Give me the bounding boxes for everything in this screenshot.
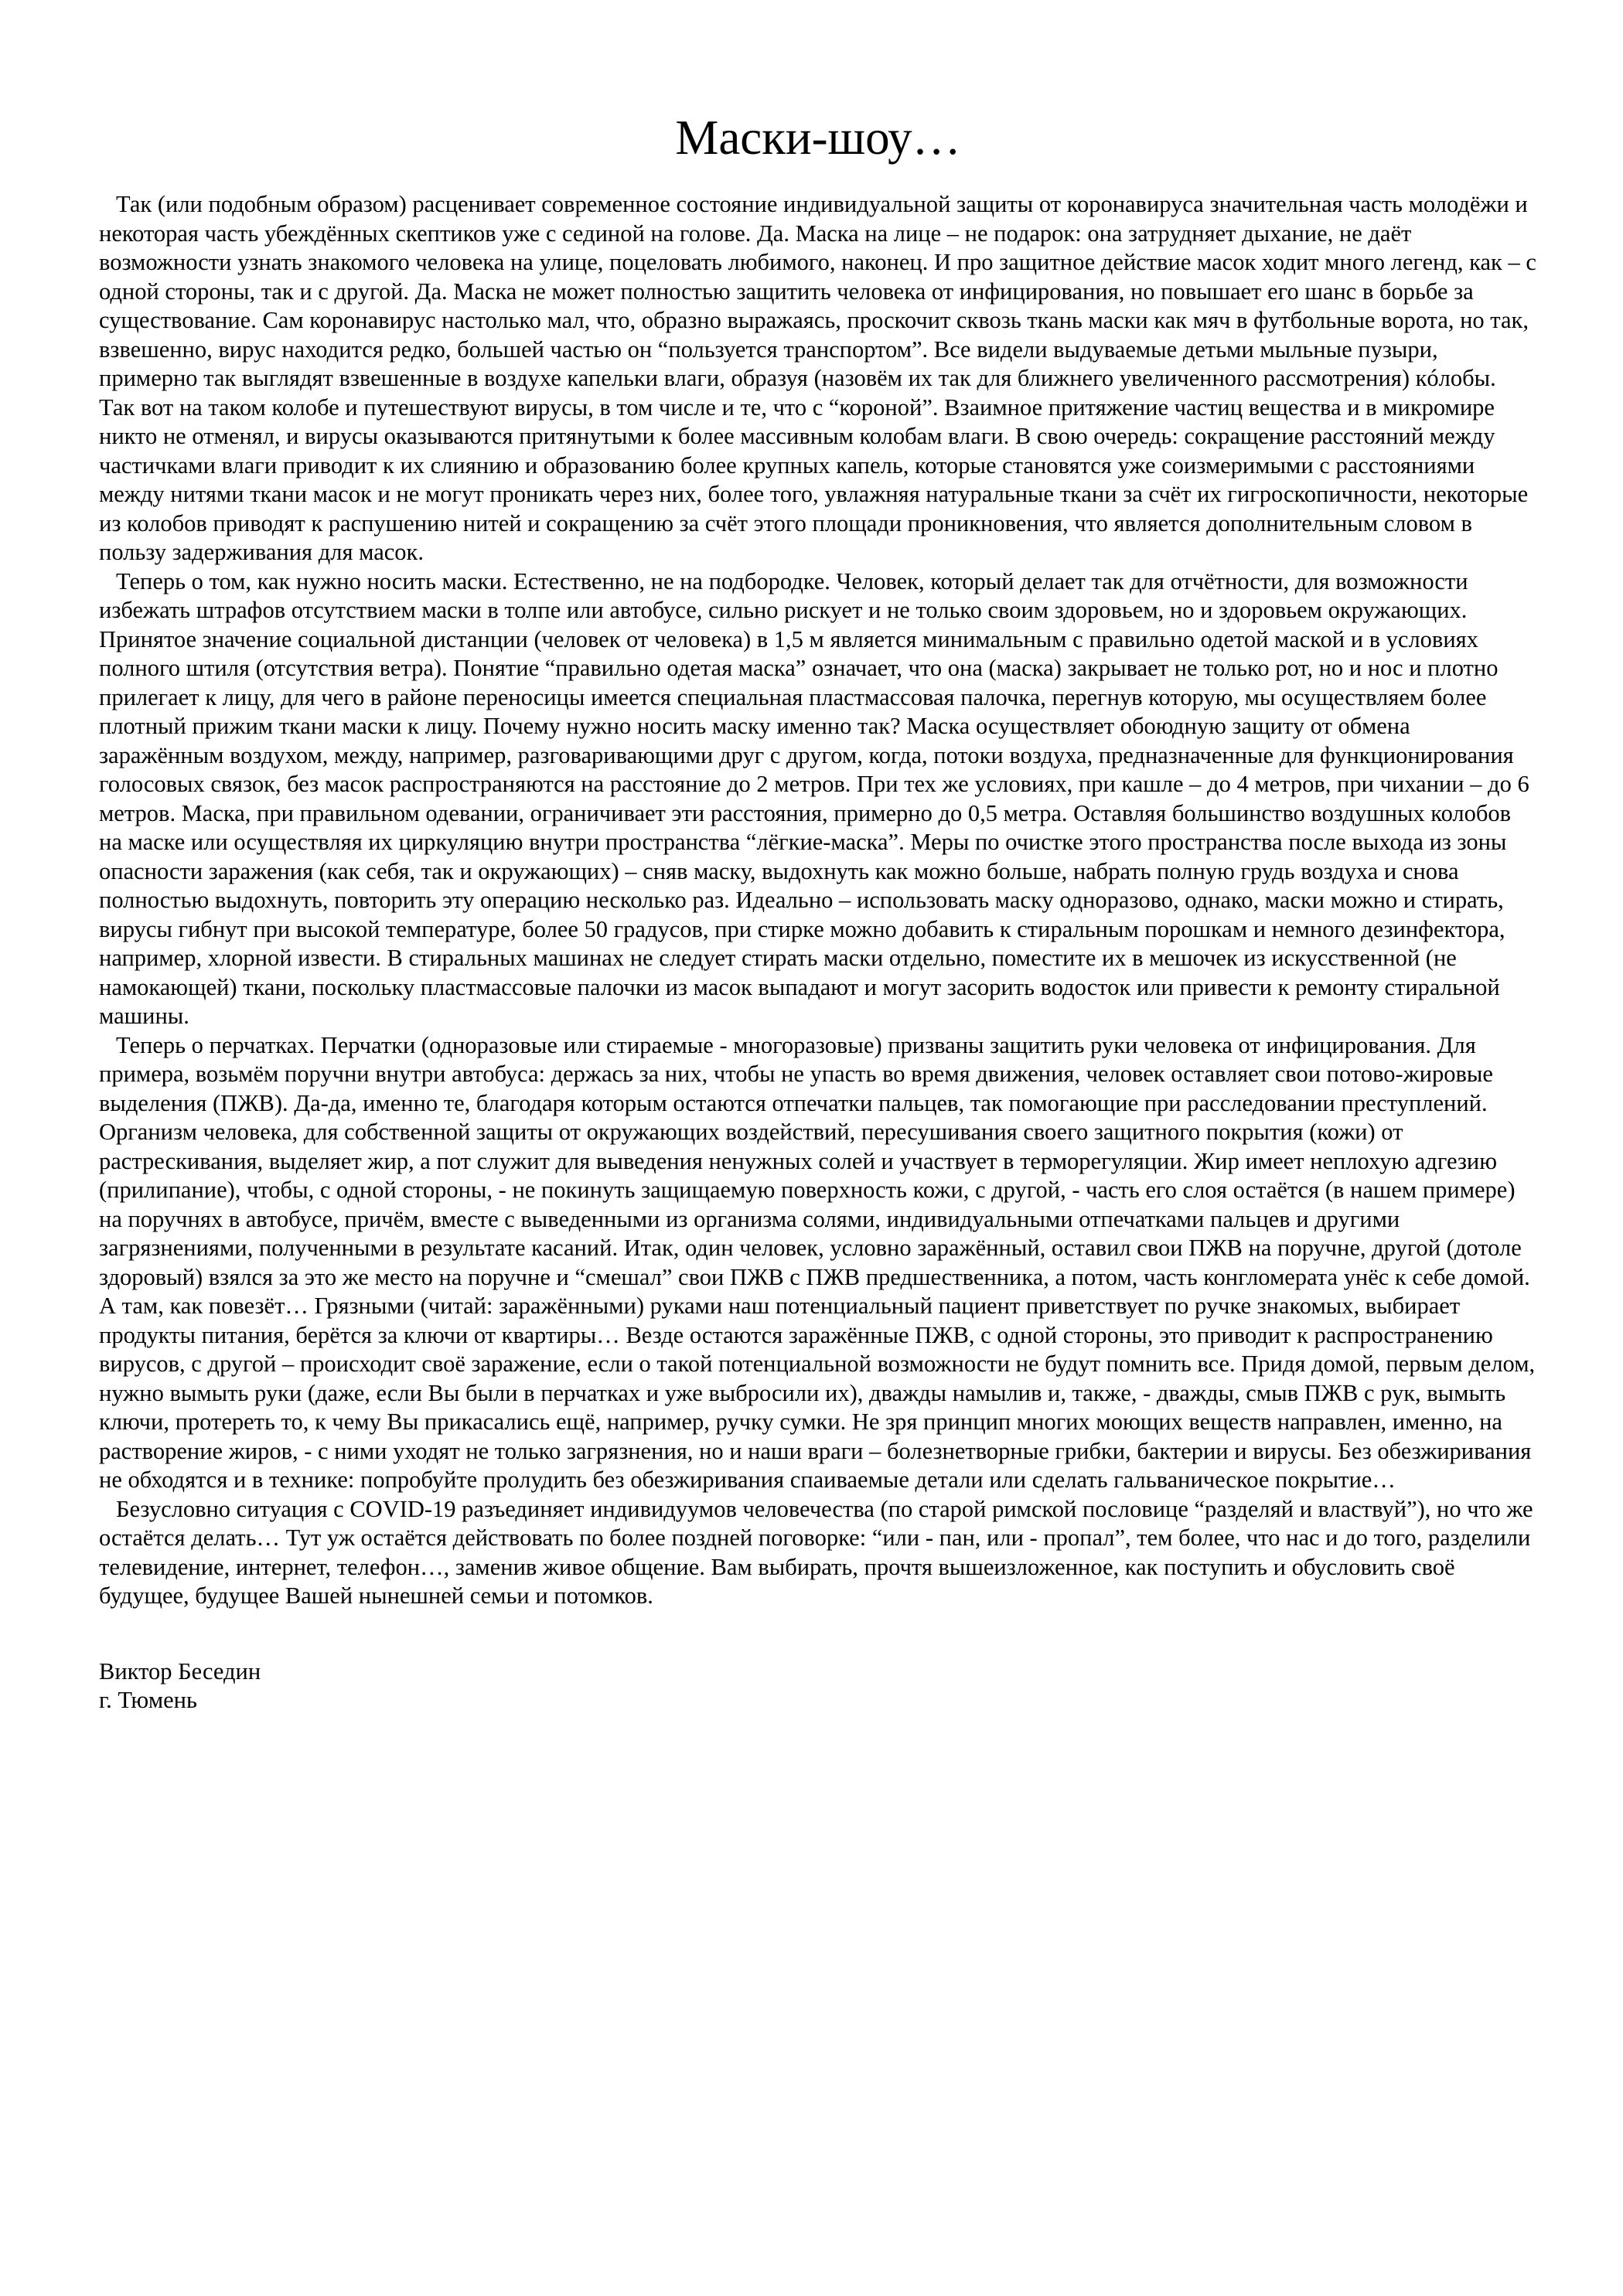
paragraph-masks-intro: Так (или подобным образом) расценивает современное состояние индивидуальной защиты от коронавируса значительная часть молодёжи и некоторая часть убеждённых скептиков уже с сединой на голове. Да. Маска на лице – не подарок: она затрудняет дыхание, не даёт возможности узнать знакомого человека на улице, поцеловать любимого, наконец. И про защитное действие масок ходит много легенд, как – с одной стороны, так и с другой. Да. Маска не может полностью защитить человека от инфицирования, но повышает его шанс в борьбе за существование. Сам коронавирус настолько мал, что, образно выражаясь, проскочит сквозь ткань маски как мяч в футбольные ворота, но так, взвешенно, вирус находится редко, большей частью он “пользуется транспортом”. Все видели выдуваемые детьми мыльные пузыри, примерно так выглядят взвешенные в воздухе капельки влаги, образуя (назовём их так для ближнего увеличенного рассмотрения) кóлобы. Так вот на таком колобе и путешествуют вирусы, в том числе и те, что с “короной”. Взаимное притяжение частиц вещества и в микромире никто не отменял, и вирусы оказываются притянутыми к более массивным колобам влаги. В свою очередь: сокращение расстояний между частичками влаги приводит к их слиянию и образованию более крупных капель, которые становятся уже соизмеримыми с расстояниями между нитями ткани масок и не могут проникать через них, более того, увлажняя натуральные ткани за счёт их гигроскопичности, некоторые из колобов приводят к распушению нитей и сокращению за счёт этого площади проникновения, что является дополнительным словом в пользу задерживания для масок. [99, 191, 1536, 565]
document-body [99, 190, 1537, 1611]
document-title: Маски-шоу… [675, 111, 961, 165]
paragraph-how-to-wear: Теперь о том, как нужно носить маски. Естественно, не на подбородке. Человек, который делает так для отчётности, для возможности избежать штрафов отсутствием маски в толпе или автобусе, сильно рискует и не только своим здоровьем, но и здоровьем окружающих. Принятое значение социальной дистанции (человек от человека) в 1,5 м является минимальным с правильно одетой маской и в условиях полного штиля (отсутствия ветра). Понятие “правильно одетая маска” означает, что она (маска) закрывает не только рот, но и нос и плотно прилегает к лицу, для чего в районе переносицы имеется специальная пластмассовая палочка, перегнув которую, мы осуществляем более плотный прижим ткани маски к лицу. Почему нужно носить маску именно так? Маска осуществляет обоюдную защиту от обмена заражённым воздухом, между, например, разговаривающими друг с другом, когда, потоки воздуха, предназначенные для функционирования голосовых связок, без масок распространяются на расстояние до 2 метров. При тех же условиях, при кашле – до 4 метров, при чихании – до 6 метров. Маска, при правильном одевании, ограничивает эти расстояния, примерно до 0,5 метра. Оставляя большинство воздушных колобов на маске или осуществляя их циркуляцию внутри пространства “лёгкие-маска”. Меры по очистке этого пространства после выхода из зоны опасности заражения (как себя, так и окружающих) – сняв маску, выдохнуть как можно больше, набрать полную грудь воздуха и снова полностью выдохнуть, повторить эту операцию несколько раз. Идеально – использовать маску одноразово, однако, маски можно и стирать, вирусы гибнут при высокой температуре, более 50 градусов, при стирке можно добавить к стиральным порошкам и немного дезинфектора, например, хлорной извести. В стиральных машинах не следует стирать маски отдельно, поместите их в мешочек из искусственной (не намокающей) ткани, поскольку пластмассовые палочки из масок выпадают и могут засорить водосток или привести к ремонту стиральной машины. [99, 567, 1529, 1029]
signature-block [99, 1657, 1537, 1715]
author-name: Виктор Беседин [99, 1657, 261, 1685]
author-city: г. Тюмень [99, 1687, 197, 1713]
document-page [99, 0, 1537, 1715]
paragraph-gloves: Теперь о перчатках. Перчатки (одноразовые или стираемые - многоразовые) призваны защитить руки человека от инфицирования. Для примера, возьмём поручни внутри автобуса: держась за них, чтобы не упасть во время движения, человек оставляет свои потово-жировые выделения (ПЖВ). Да-да, именно те, благодаря которым остаются отпечатки пальцев, так помогающие при расследовании преступлений. Организм человека, для собственной защиты от окружающих воздействий, пересушивания своего защитного покрытия (кожи) от растрескивания, выделяет жир, а пот служит для выведения ненужных солей и участвует в терморегуляции. Жир имеет неплохую адгезию (прилипание), чтобы, с одной стороны, - не покинуть защищаемую поверхность кожи, с другой, - часть его слоя остаётся (в нашем примере) на поручнях в автобусе, причём, вместе с выведенными из организма солями, индивидуальными отпечатками пальцев и другими загрязнениями, полученными в результате касаний. Итак, один человек, условно заражённый, оставил свои ПЖВ на поручне, другой (дотоле здоровый) взялся за это же место на поручне и “смешал” свои ПЖВ с ПЖВ предшественника, а потом, часть конгломерата унёс к себе домой. А там, как повезёт… Грязными (читай: заражёнными) руками наш потенциальный пациент приветствует по ручке знакомых, выбирает продукты питания, берётся за ключи от квартиры… Везде остаются заражённые ПЖВ, с одной стороны, это приводит к распространению вирусов, с другой – происходит своё заражение, если о такой потенциальной возможности не будут помнить все. Придя домой, первым делом, нужно вымыть руки (даже, если Вы были в перчатках и уже выбросили их), дважды намылив и, также, - дважды, смыв ПЖВ с рук, вымыть ключи, протереть то, к чему Вы прикасались ещё, например, ручку сумки. Не зря принцип многих моющих веществ направлен, именно, на растворение жиров, - с ними уходят не только загрязнения, но и наши враги – болезнетворные грибки, бактерии и вирусы. Без обезжиривания не обходятся и в технике: попробуйте пролудить без обезжиривания спаиваемые детали или сделать гальваническое покрытие… [99, 1031, 1536, 1493]
paragraph-conclusion: Безусловно ситуация с COVID-19 разъединяет индивидуумов человечества (по старой римской пословице “разделяй и властвуй”), но что же остаётся делать… Тут уж остаётся действовать по более поздней поговорке: “или - пан, или - пропал”, тем более, что нас и до того, разделили телевидение, интернет, телефон…, заменив живое общение. Вам выбирать, прочтя вышеизложенное, как поступить и обусловить своё будущее, будущее Вашей нынешней семьи и потомков. [99, 1495, 1533, 1609]
